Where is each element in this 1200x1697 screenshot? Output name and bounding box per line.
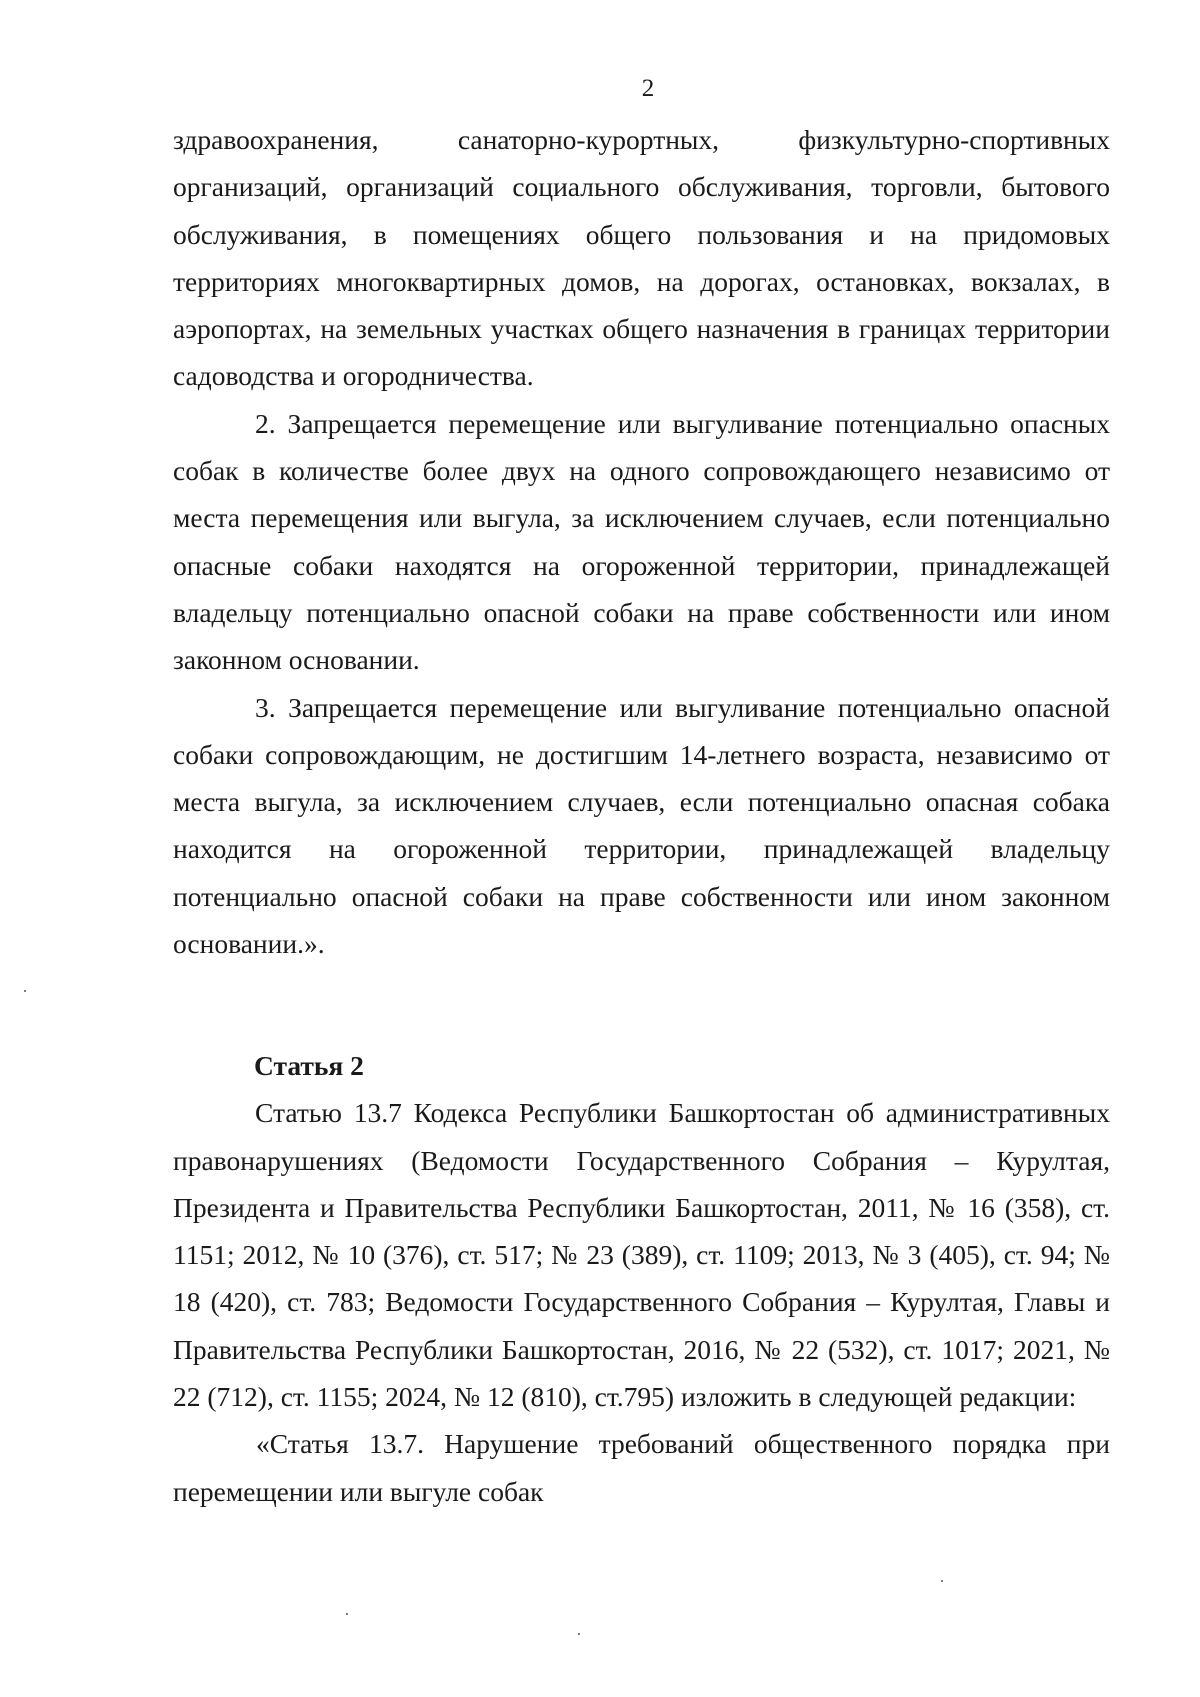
page-number: 2 xyxy=(641,75,655,102)
article-2-body: Статью 13.7 Кодекса Республики Башкортостан об административных правонарушениях (Ведомости Государственного Собрания – Курултая, Президента и Правительства Республики Башкортостан, 2011, № 16 (358), ст. 1151; 2012, № 10 (376), ст. 517; № 23 (389), ст. 1109; 2013, № 3 (405), ст. 94; № 18 (420), ст. 783; Ведомости Государственного Собрания – Курултая, Главы и Правительства Республики Башкортостан, 2016, № 22 (532), ст. 1017; 2021, № 22 (712), ст. 1155; 2024, № 12 (810), ст.795) изложить в следующей редакции: xyxy=(173,1097,1110,1413)
scan-speck xyxy=(578,1633,580,1635)
article-13-7-title: «Статья 13.7. Нарушение требований общественного порядка при перемещении или выгуле собак xyxy=(173,1428,1110,1507)
scan-speck xyxy=(941,1580,943,1582)
continuation-paragraph: здравоохранения, санаторно-курортных, физкультурно-спортивных организаций, организаций социального обслуживания, торговли, бытового обслуживания, в помещениях общего пользования и на придомовых территориях многоквартирных домов, на дорогах, остановках, вокзалах, в аэропортах, на земельных участках общего назначения в границах территории садоводства и огородничества. xyxy=(173,124,1110,392)
clause-3-paragraph: 3. Запрещается перемещение или выгуливание потенциально опасной собаки сопровождающим, не достигшим 14-летнего возраста, независимо от места выгула, за исключением случаев, если потенциально опасная собака находится на огороженной территории, принадлежащей владельцу потенциально опасной собаки на праве собственности или ином законном основании.». xyxy=(173,691,1110,960)
article-2-section xyxy=(173,1042,1110,1515)
article-2-heading: Статья 2 xyxy=(254,1050,364,1081)
document-body xyxy=(173,116,1110,967)
scan-speck xyxy=(346,1613,348,1615)
clause-2-paragraph: 2. Запрещается перемещение или выгуливание потенциально опасных собак в количестве более двух на одного сопровождающего независимо от места перемещения или выгула, за исключением случаев, если потенциально опасные собаки находятся на огороженной территории, принадлежащей владельцу потенциально опасной собаки на праве собственности или ином законном основании. xyxy=(173,407,1110,676)
scan-speck xyxy=(24,990,26,992)
